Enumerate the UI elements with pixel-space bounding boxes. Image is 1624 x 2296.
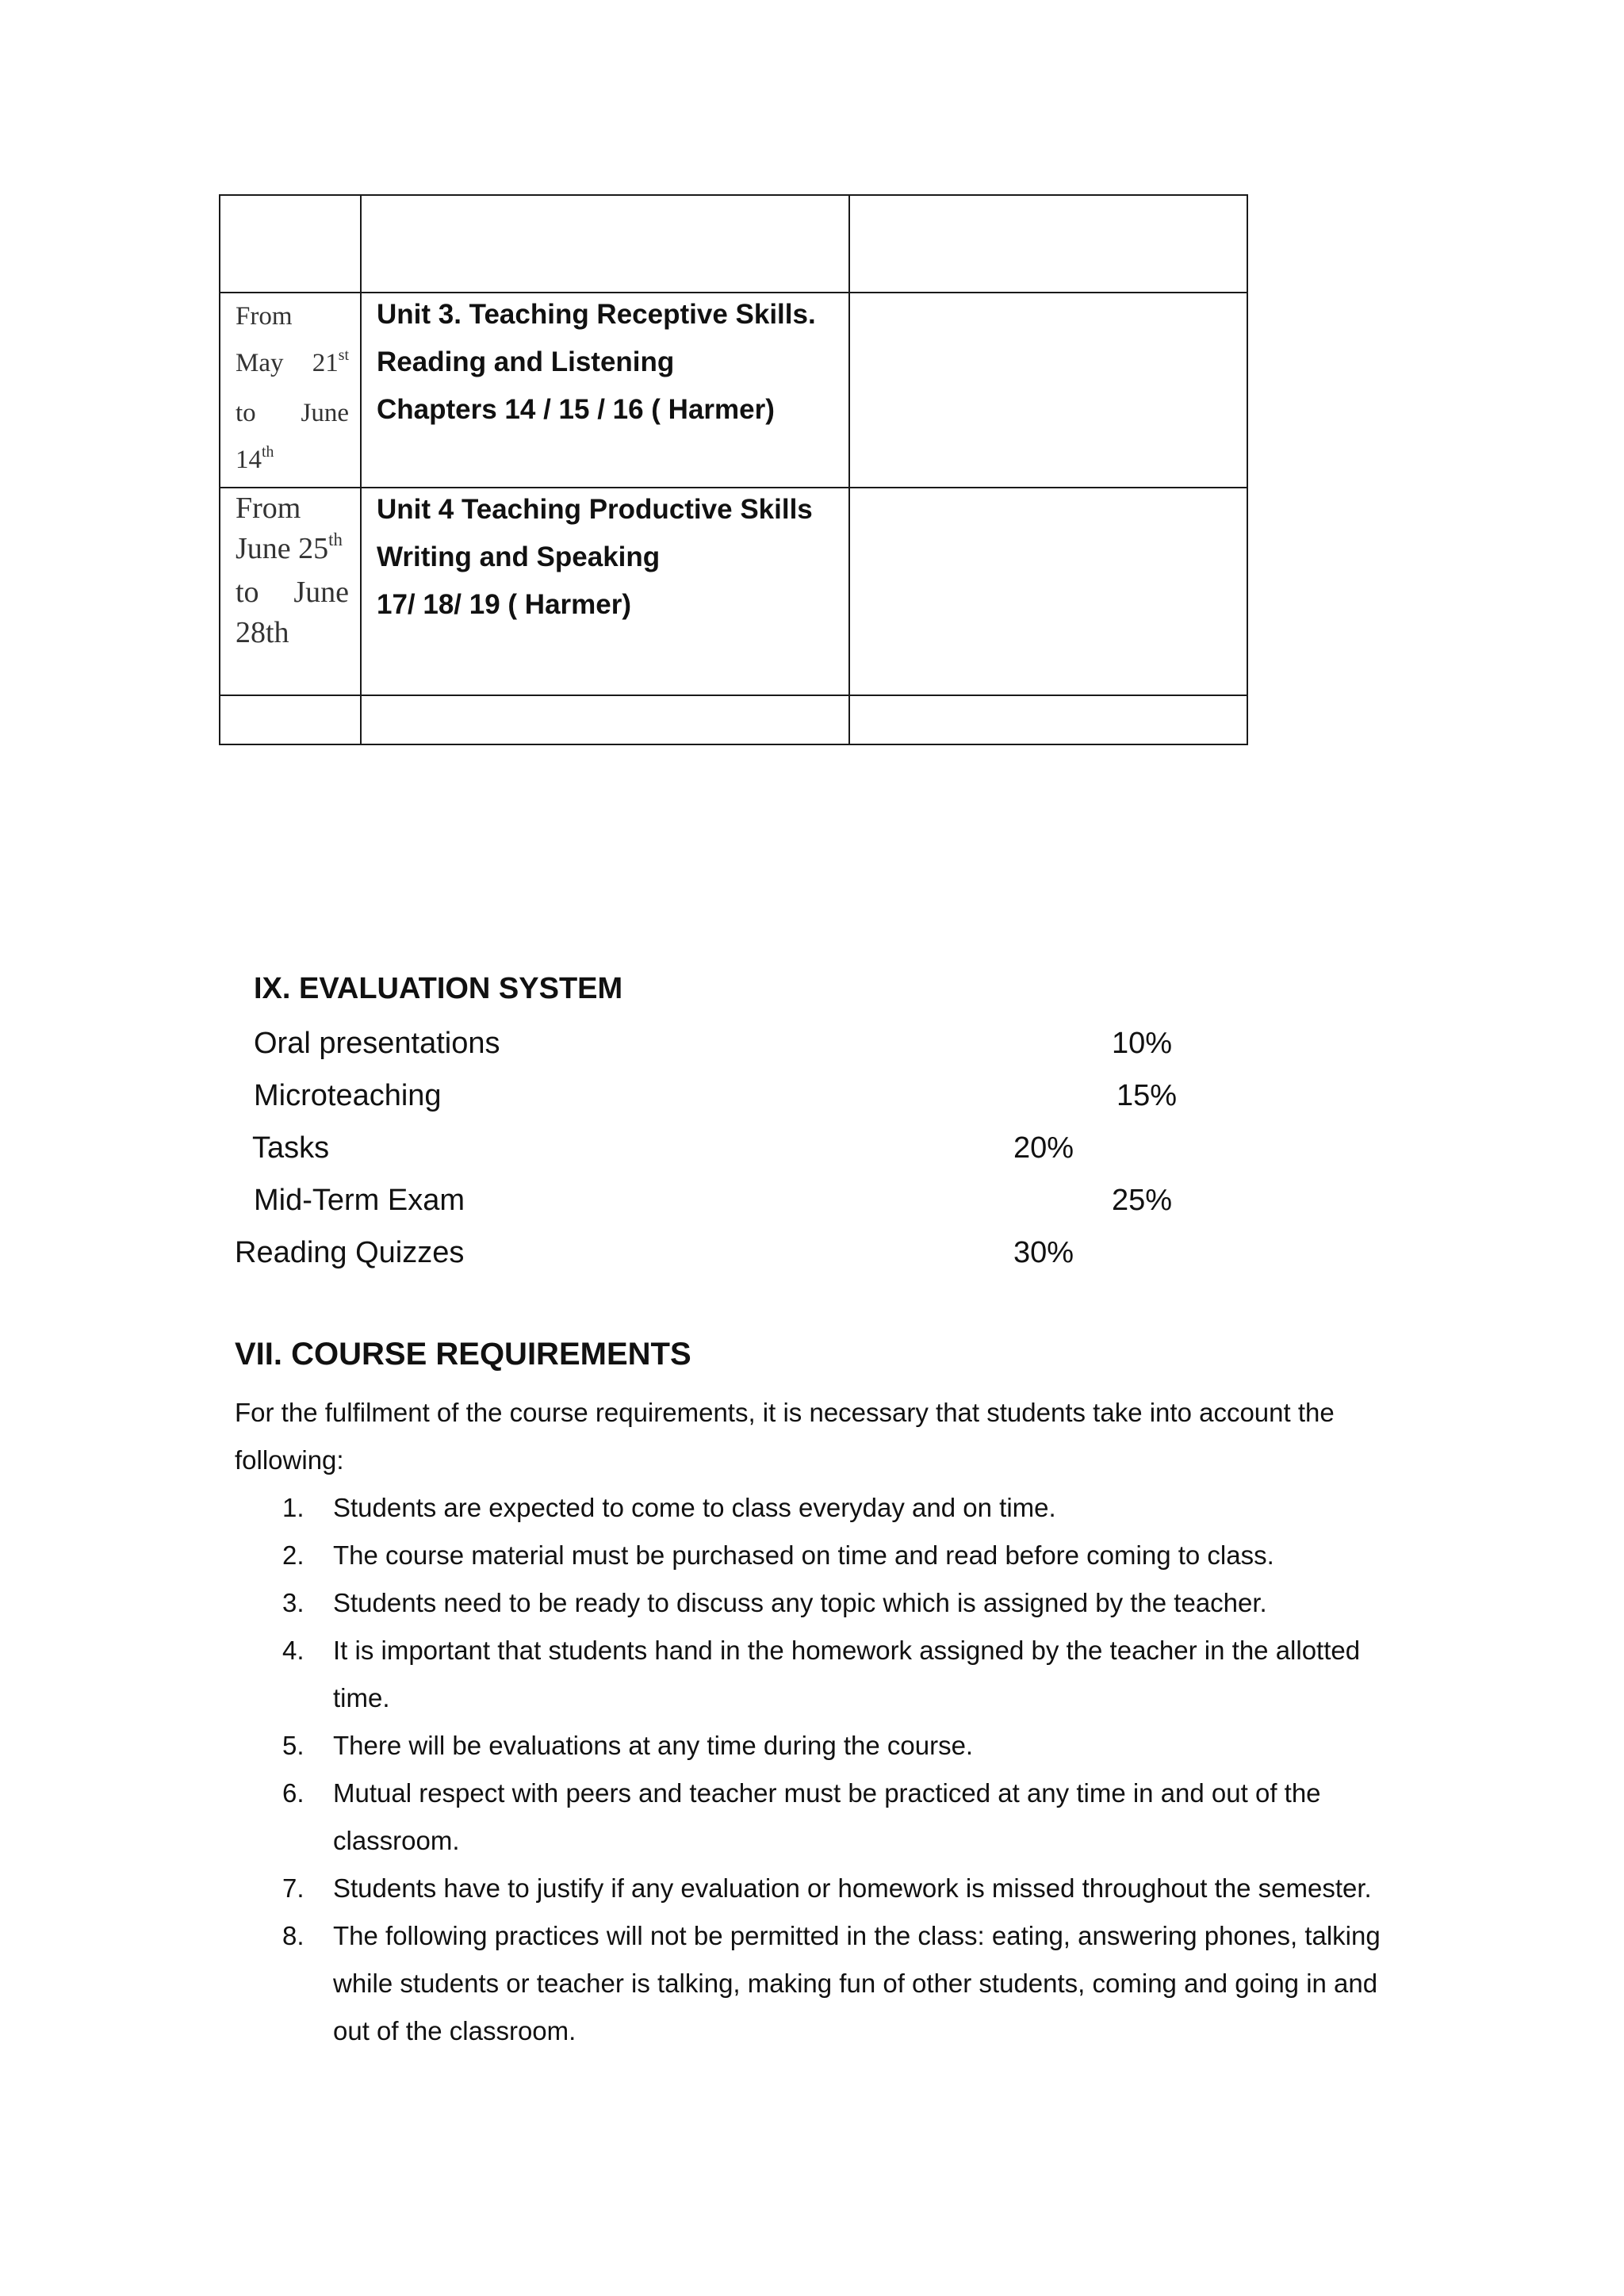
requirement-text: The following practices will not be permitted in the class: eating, answering phones, talking while students or teacher is talking, making fun of other students, coming and going in and out of the classroom. bbox=[333, 1921, 1381, 2045]
date-line: to June bbox=[236, 576, 349, 609]
requirement-text: Mutual respect with peers and teacher must be practiced at any time in and out of the classroom. bbox=[333, 1778, 1321, 1855]
requirement-item bbox=[282, 1484, 1408, 1532]
notes-cell bbox=[849, 488, 1247, 695]
requirement-number: 3. bbox=[282, 1588, 304, 1617]
date-cell bbox=[220, 488, 361, 695]
unit-cell bbox=[361, 488, 849, 695]
requirement-item bbox=[282, 1722, 1408, 1770]
date-line: June 25th bbox=[236, 530, 343, 565]
date-range bbox=[220, 293, 360, 487]
requirement-item bbox=[282, 1865, 1408, 1912]
unit-cell bbox=[361, 695, 849, 744]
unit-chapters: Chapters 14 / 15 / 16 ( Harmer) bbox=[377, 394, 775, 425]
requirement-text: Students are expected to come to class everyday and on time. bbox=[333, 1493, 1056, 1522]
date-range bbox=[220, 488, 360, 653]
date-line: to June bbox=[236, 399, 349, 427]
requirement-item bbox=[282, 1770, 1408, 1865]
requirements-list bbox=[282, 1484, 1408, 2055]
unit-description bbox=[362, 291, 848, 434]
notes-cell bbox=[849, 293, 1247, 488]
schedule-table bbox=[219, 194, 1248, 745]
date-cell bbox=[220, 695, 361, 744]
unit-chapters: 17/ 18/ 19 ( Harmer) bbox=[377, 589, 632, 620]
requirement-number: 7. bbox=[282, 1873, 304, 1903]
requirement-item bbox=[282, 1579, 1408, 1627]
date-cell bbox=[220, 293, 361, 488]
date-line: 28th bbox=[236, 616, 289, 649]
date-cell bbox=[220, 195, 361, 293]
evaluation-label: Tasks bbox=[252, 1131, 330, 1165]
notes-cell bbox=[849, 695, 1247, 744]
requirement-number: 2. bbox=[282, 1540, 304, 1570]
requirement-number: 8. bbox=[282, 1921, 304, 1950]
evaluation-percent: 30% bbox=[1013, 1236, 1074, 1269]
evaluation-label: Reading Quizzes bbox=[235, 1236, 465, 1269]
requirement-item bbox=[282, 1912, 1408, 2055]
unit-title: Unit 3. Teaching Receptive Skills. bbox=[377, 299, 816, 330]
evaluation-label: Microteaching bbox=[254, 1079, 442, 1112]
schedule-row bbox=[220, 195, 1247, 293]
requirement-number: 4. bbox=[282, 1636, 304, 1665]
evaluation-label: Mid-Term Exam bbox=[254, 1184, 465, 1217]
requirements-intro: For the fulfilment of the course requirements, it is necessary that students take into account the following: bbox=[235, 1398, 1335, 1475]
requirement-number: 1. bbox=[282, 1493, 304, 1522]
requirements-heading: VII. COURSE REQUIREMENTS bbox=[235, 1337, 691, 1372]
evaluation-label: Oral presentations bbox=[254, 1027, 500, 1060]
requirement-item bbox=[282, 1627, 1408, 1722]
requirement-item bbox=[282, 1532, 1408, 1579]
unit-cell bbox=[361, 195, 849, 293]
schedule-row bbox=[220, 293, 1247, 488]
requirement-text: Students need to be ready to discuss any topic which is assigned by the teacher. bbox=[333, 1588, 1267, 1617]
date-line: From bbox=[236, 492, 301, 525]
unit-topic: Writing and Speaking bbox=[377, 541, 661, 572]
evaluation-percent: 25% bbox=[1112, 1184, 1173, 1217]
evaluation-percent: 20% bbox=[1013, 1131, 1074, 1165]
schedule-row bbox=[220, 695, 1247, 744]
requirement-number: 5. bbox=[282, 1731, 304, 1760]
evaluation-percent: 10% bbox=[1112, 1027, 1173, 1060]
date-line: From bbox=[236, 302, 293, 331]
unit-cell bbox=[361, 293, 849, 488]
requirement-text: Students have to justify if any evaluation or homework is missed throughout the semester. bbox=[333, 1873, 1372, 1903]
unit-description bbox=[362, 486, 848, 629]
requirement-text: There will be evaluations at any time during the course. bbox=[333, 1731, 974, 1760]
evaluation-percent: 15% bbox=[1116, 1079, 1178, 1112]
notes-cell bbox=[849, 195, 1247, 293]
unit-title: Unit 4 Teaching Productive Skills bbox=[377, 494, 813, 525]
schedule-row bbox=[220, 488, 1247, 695]
requirement-number: 6. bbox=[282, 1778, 304, 1808]
date-line: 14th bbox=[236, 443, 274, 474]
requirement-text: It is important that students hand in the homework assigned by the teacher in the allotted time. bbox=[333, 1636, 1361, 1712]
date-line: May 21st bbox=[236, 346, 349, 377]
requirement-text: The course material must be purchased on time and read before coming to class. bbox=[333, 1540, 1274, 1570]
evaluation-heading: IX. EVALUATION SYSTEM bbox=[254, 972, 623, 1005]
unit-topic: Reading and Listening bbox=[377, 346, 675, 377]
